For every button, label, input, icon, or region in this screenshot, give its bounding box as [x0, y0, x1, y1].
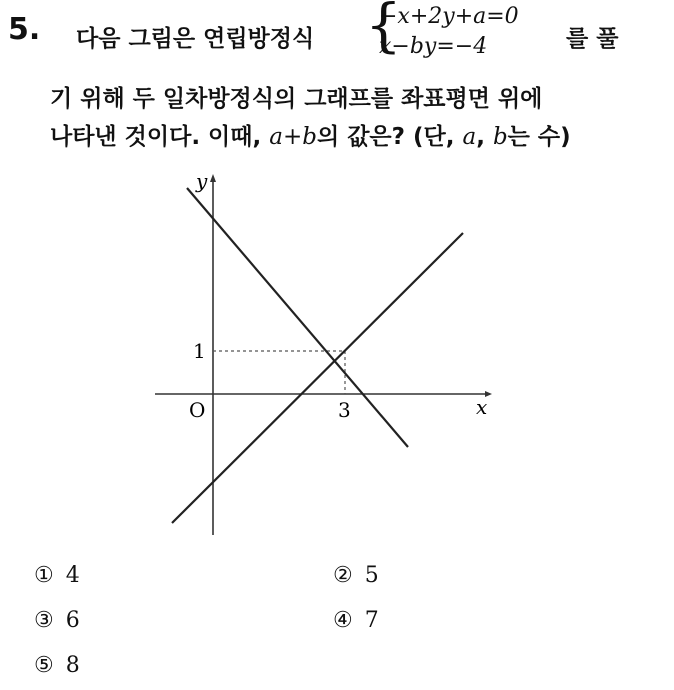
line3-part-a: 나타낸 것이다. 이때, [50, 124, 270, 150]
origin-label: O [189, 398, 206, 422]
line3-expr: a+b [269, 124, 317, 150]
choice-mark: ⑤ [34, 653, 54, 678]
equation-2: x−by=−4 [379, 34, 488, 59]
line3-var-b: b [492, 124, 508, 150]
choice-4[interactable] [333, 608, 379, 633]
tick-label-y: 1 [193, 339, 206, 363]
choice-value: 6 [65, 608, 80, 633]
choice-value: 5 [364, 563, 379, 588]
choice-value: 4 [65, 563, 80, 588]
choice-value: 7 [364, 608, 379, 633]
question-text-line1: 다음 그림은 연립방정식 [76, 26, 315, 52]
choice-1[interactable] [34, 563, 80, 588]
line3-var-a: a [462, 124, 477, 150]
choice-mark: ④ [333, 608, 353, 633]
line-decreasing [187, 188, 408, 447]
equation-1: −x+2y+a=0 [379, 4, 519, 29]
line3-part-b: 의 값은? (단, [316, 124, 463, 150]
line3-part-c: 는 수) [507, 124, 571, 150]
x-axis-label: x [476, 395, 488, 419]
line3-comma: , [476, 124, 493, 150]
choice-2[interactable] [333, 563, 379, 588]
y-axis-label: y [196, 169, 208, 193]
choice-value: 8 [65, 653, 80, 678]
choice-mark: ② [333, 563, 353, 588]
choice-3[interactable] [34, 608, 80, 633]
tick-label-x: 3 [338, 398, 351, 422]
y-axis-arrow-icon [210, 174, 216, 182]
question-text-line1-suffix: 를 풀 [566, 26, 619, 52]
question-number: 5. [8, 12, 41, 47]
choice-mark: ③ [34, 608, 54, 633]
left-brace-icon: { [365, 0, 402, 59]
choice-mark: ① [34, 563, 54, 588]
line-increasing [172, 233, 463, 523]
choice-5[interactable] [34, 653, 80, 678]
question-text-line2: 기 위해 두 일차방정식의 그래프를 좌표평면 위에 [50, 86, 543, 112]
